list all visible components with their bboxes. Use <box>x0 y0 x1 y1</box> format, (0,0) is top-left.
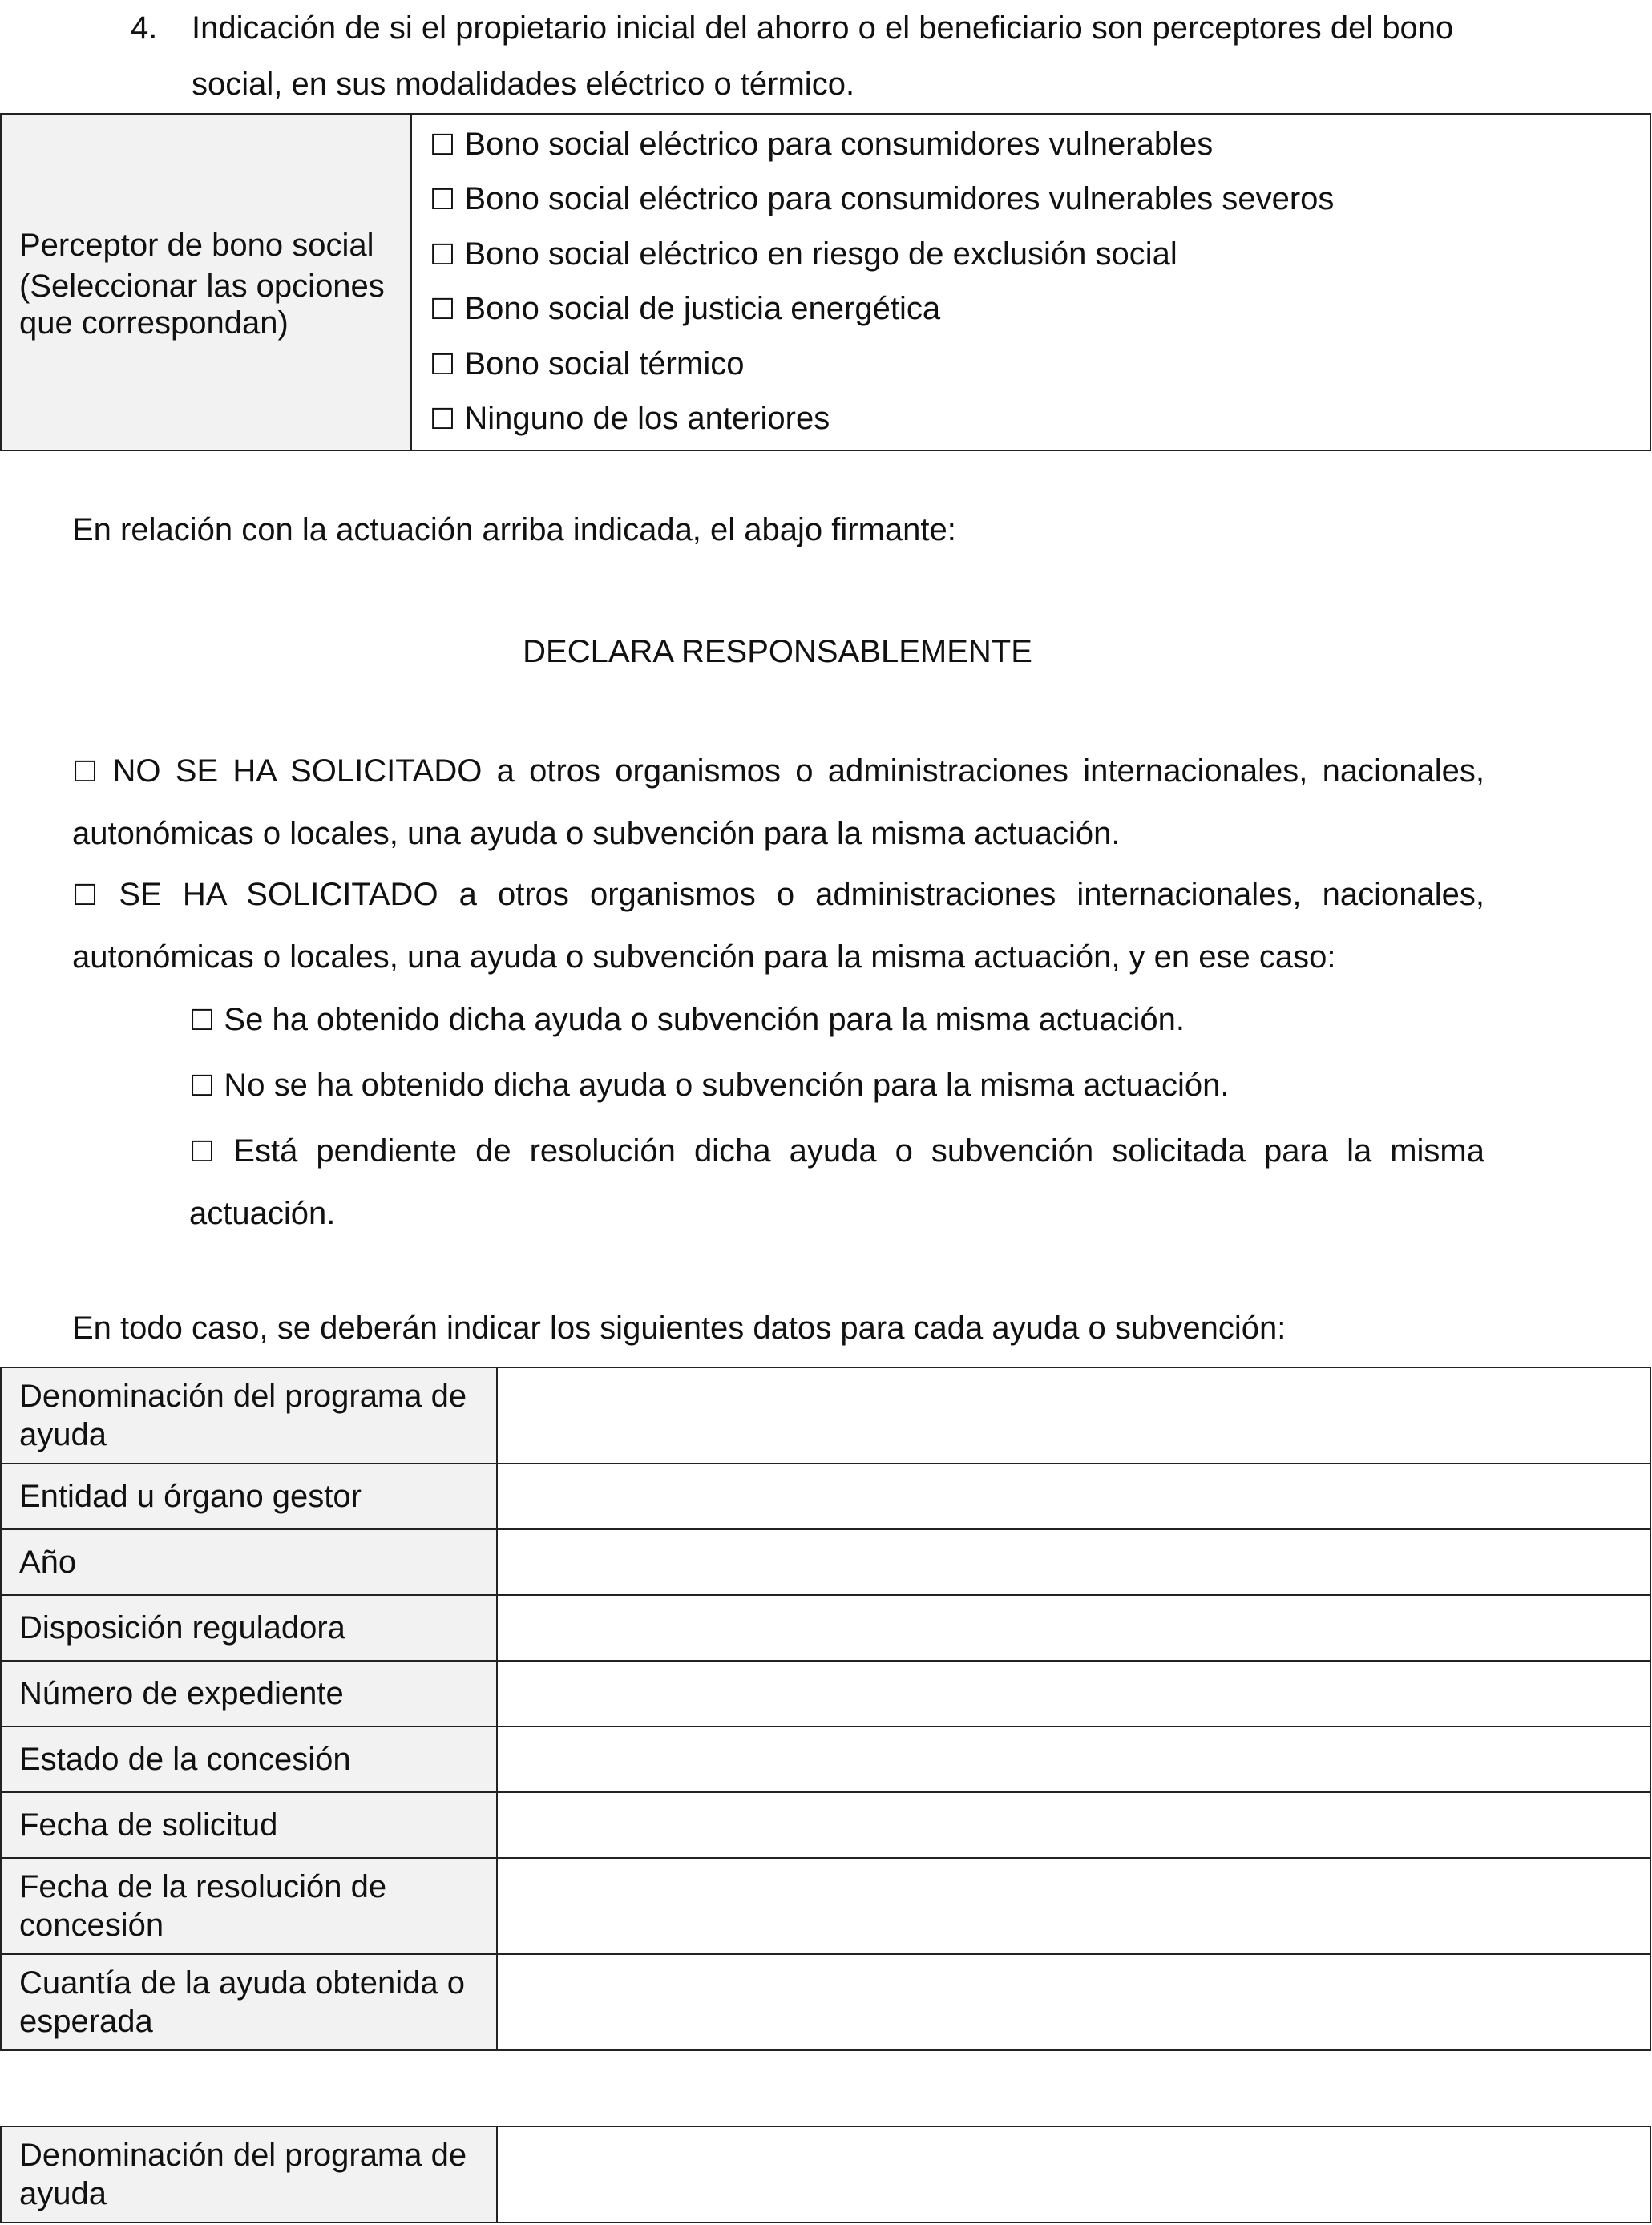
field-label: Fecha de la resolución de concesión <box>1 1858 497 1954</box>
table-row <box>1 1367 1650 1464</box>
bono-social-label: Perceptor de bono social <box>19 228 374 263</box>
declara-heading: DECLARA RESPONSABLEMENTE <box>523 634 1032 669</box>
bono-option[interactable]: ☐ Bono social eléctrico para consumidores vulnerables <box>430 126 1214 162</box>
bono-social-hint: (Seleccionar las opciones que correspondan) <box>19 269 385 341</box>
table-row <box>1 1529 1650 1595</box>
field-value-denominacion-2[interactable] <box>497 2126 1650 2223</box>
checkbox-icon[interactable]: ☐ <box>430 128 456 162</box>
bono-option[interactable]: ☐ Bono social de justicia energética <box>430 291 941 326</box>
field-label: Entidad u órgano gestor <box>1 1464 497 1529</box>
table-row <box>1 1792 1650 1858</box>
decl-option-no-solicitado[interactable]: ☐ NO SE HA SOLICITADO a otros organismos o administraciones internacionales, nacionales, autonómicas o locales, una ayuda o subvención para la misma actuación. <box>72 753 1484 851</box>
field-label: Disposición reguladora <box>1 1595 497 1661</box>
field-label: Denominación del programa de ayuda <box>1 2126 497 2223</box>
table-row <box>1 1464 1650 1529</box>
field-label: Estado de la concesión <box>1 1726 497 1792</box>
checkbox-icon[interactable]: ☐ <box>189 1004 216 1037</box>
decl-sub-option-obtenido[interactable]: ☐ Se ha obtenido dicha ayuda o subvención para la misma actuación. <box>189 1002 1185 1037</box>
field-value-fecha-resolucion[interactable] <box>497 1858 1650 1954</box>
checkbox-icon[interactable]: ☐ <box>430 293 456 326</box>
table-row <box>1 2126 1650 2223</box>
field-value-disposicion[interactable] <box>497 1595 1650 1661</box>
checkbox-icon[interactable]: ☐ <box>189 1136 216 1169</box>
intro-paragraph: En relación con la actuación arriba indicada, el abajo firmante: <box>72 512 956 547</box>
field-label: Número de expediente <box>1 1661 497 1726</box>
checkbox-icon[interactable]: ☐ <box>430 238 456 272</box>
list-text: Indicación de si el propietario inicial del ahorro o el beneficiario son perceptores del bono social, en sus modalidades eléctrico o térmico. <box>192 10 1454 102</box>
bono-option[interactable]: ☐ Bono social eléctrico en riesgo de exclusión social <box>430 236 1177 272</box>
checkbox-icon[interactable]: ☐ <box>189 1070 216 1103</box>
list-number: 4. <box>131 10 158 46</box>
field-value-denominacion[interactable] <box>497 1367 1650 1464</box>
field-label: Denominación del programa de ayuda <box>1 1367 497 1464</box>
table-row <box>1 1595 1650 1661</box>
datos-intro: En todo caso, se deberán indicar los siguientes datos para cada ayuda o subvención: <box>72 1310 1286 1346</box>
checkbox-icon[interactable]: ☐ <box>430 403 456 436</box>
bono-option[interactable]: ☐ Ninguno de los anteriores <box>430 401 830 436</box>
decl-sub-option-no-obtenido[interactable]: ☐ No se ha obtenido dicha ayuda o subvención para la misma actuación. <box>189 1068 1230 1103</box>
field-label: Fecha de solicitud <box>1 1792 497 1858</box>
bono-option[interactable]: ☐ Bono social térmico <box>430 345 745 382</box>
checkbox-icon[interactable]: ☐ <box>430 184 456 216</box>
table-row <box>1 1954 1650 2050</box>
checkbox-icon[interactable]: ☐ <box>430 348 456 382</box>
field-value-expediente[interactable] <box>497 1661 1650 1726</box>
bono-option[interactable]: ☐ Bono social eléctrico para consumidores vulnerables severos <box>430 181 1335 216</box>
bono-social-table <box>0 113 1651 451</box>
decl-sub-option-pendiente[interactable]: ☐ Está pendiente de resolución dicha ayuda o subvención solicitada para la misma actuación. <box>189 1133 1484 1231</box>
table-row <box>1 1858 1650 1954</box>
ayuda-data-table-2 <box>0 2126 1651 2223</box>
field-value-fecha-solicitud[interactable] <box>497 1792 1650 1858</box>
field-value-cuantia[interactable] <box>497 1954 1650 2050</box>
decl-option-si-solicitado[interactable]: ☐ SE HA SOLICITADO a otros organismos o administraciones internacionales, nacionales, autonómicas o locales, una ayuda o subvención para la misma actuación, y en ese caso: <box>72 877 1484 975</box>
field-label: Año <box>1 1529 497 1595</box>
table-row <box>1 1661 1650 1726</box>
field-value-entidad[interactable] <box>497 1464 1650 1529</box>
bono-social-label-cell <box>1 114 411 450</box>
field-value-estado[interactable] <box>497 1726 1650 1792</box>
checkbox-icon[interactable]: ☐ <box>72 879 99 912</box>
checkbox-icon[interactable]: ☐ <box>72 756 99 789</box>
table-row <box>1 1726 1650 1792</box>
field-value-ano[interactable] <box>497 1529 1650 1595</box>
field-label: Cuantía de la ayuda obtenida o esperada <box>1 1954 497 2050</box>
ayuda-data-table <box>0 1367 1651 2051</box>
bono-social-options <box>411 114 1650 450</box>
